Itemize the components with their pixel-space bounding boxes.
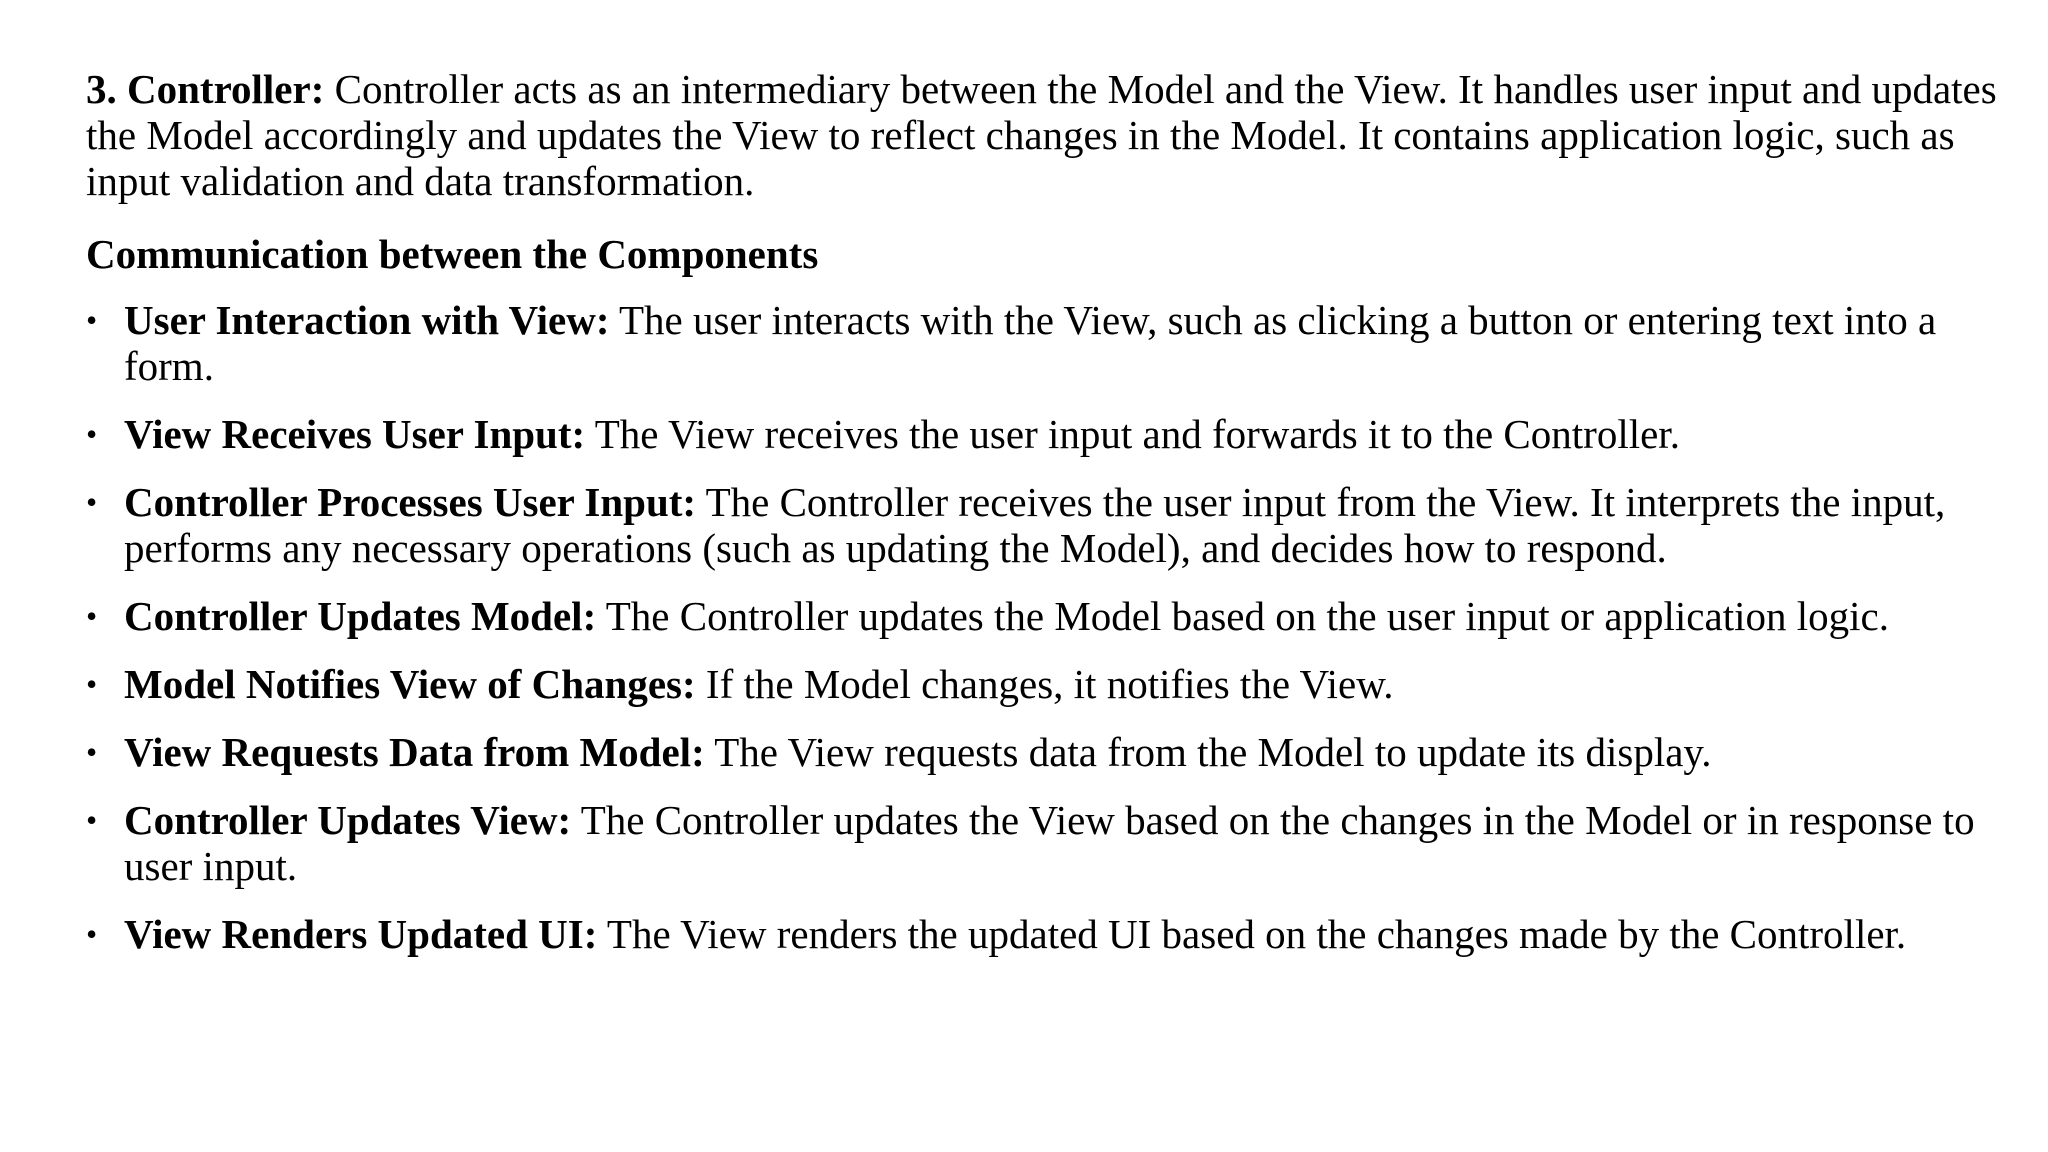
bullet-icon: • bbox=[86, 666, 98, 702]
controller-text: Controller acts as an intermediary between the Model and the View. It handles user input and updates the Model accordingly and updates the View to reflect changes in the Model. It contains application logic, such as input validation and data transformation. bbox=[86, 66, 1997, 204]
list-item bbox=[86, 797, 2016, 889]
list-item bbox=[86, 479, 2016, 571]
item-text: If the Model changes, it notifies the View. bbox=[705, 661, 1394, 707]
bullet-icon: • bbox=[86, 598, 98, 634]
bullet-icon: • bbox=[86, 802, 98, 838]
item-label: Controller Updates View: bbox=[124, 797, 572, 843]
item-text: The View requests data from the Model to update its display. bbox=[714, 729, 1712, 775]
list-item bbox=[86, 661, 2016, 707]
item-text: The Controller updates the Model based on the user input or application logic. bbox=[605, 593, 1889, 639]
list-item bbox=[86, 911, 2016, 957]
item-label: View Requests Data from Model: bbox=[124, 729, 705, 775]
bullet-icon: • bbox=[86, 484, 98, 520]
controller-label: 3. Controller: bbox=[86, 66, 325, 112]
item-text: The Controller updates the View based on the changes in the Model or in response to user input. bbox=[124, 797, 1975, 889]
bullet-icon: • bbox=[86, 916, 98, 952]
communication-heading: Communication between the Components bbox=[86, 231, 819, 277]
item-text: The View renders the updated UI based on the changes made by the Controller. bbox=[606, 911, 1907, 957]
controller-paragraph bbox=[86, 66, 2016, 204]
item-text: The View receives the user input and forwards it to the Controller. bbox=[594, 411, 1680, 457]
item-label: View Receives User Input: bbox=[124, 411, 586, 457]
communication-list bbox=[86, 297, 2016, 957]
item-label: Model Notifies View of Changes: bbox=[124, 661, 696, 707]
item-label: Controller Processes User Input: bbox=[124, 479, 697, 525]
document-page bbox=[86, 66, 2016, 979]
item-text: The user interacts with the View, such as clicking a button or entering text into a form. bbox=[124, 297, 1937, 389]
item-label: User Interaction with View: bbox=[124, 297, 610, 343]
list-item bbox=[86, 411, 2016, 457]
item-label: Controller Updates Model: bbox=[124, 593, 597, 639]
list-item bbox=[86, 729, 2016, 775]
item-text: The Controller receives the user input from the View. It interprets the input, performs any necessary operations (such as updating the Model), and decides how to respond. bbox=[124, 479, 1946, 571]
list-item bbox=[86, 297, 2016, 389]
bullet-icon: • bbox=[86, 734, 98, 770]
list-item bbox=[86, 593, 2016, 639]
bullet-icon: • bbox=[86, 302, 98, 338]
bullet-icon: • bbox=[86, 416, 98, 452]
item-label: View Renders Updated UI: bbox=[124, 911, 598, 957]
